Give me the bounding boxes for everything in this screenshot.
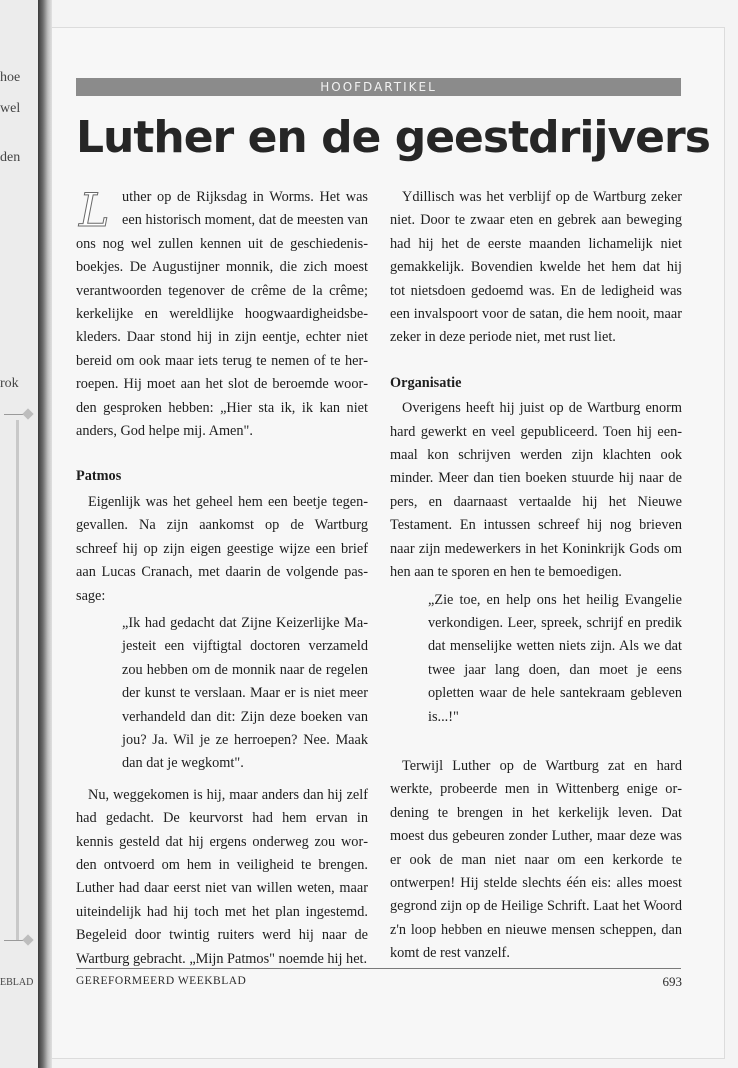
article-headline: Luther en de geestdrijvers [76,112,710,163]
luther-quote-cranach: „Ik had gedacht dat Zijne Keizerlijke Majesteit een vijftigtal doctoren verzameld zou hebben om de monnik naar de regelen der kunst te verslaan. Maar er is niet meer verhandeld dan dit: Zijn deze boeken van jou? Ja. Wil je ze herroepen? Nee. Maak dan dat je wegkomt". [122,614,368,772]
patmos-paragraph-1: Eigenlijk was het geheel hem een beetje tegengevallen. Na zijn aankomst op de Wartburg schreef hij op zijn eigen geestige wijze een brief aan Lucas Cranach, met daarin de volgende passage: [76,493,368,604]
section-label: HOOFDARTIKEL [76,78,681,96]
organisatie-paragraph-1: Overigens heeft hij juist op de Wartburg enorm hard gewerkt en veel gepubliceerd. Toen hij eenmaal kon schrijven werden zijn klachten ook minder. Meer dan tien boeken stuurde hij naar de pers, en daarnaast vertaalde hij het Nieuwe Testament. En intussen schreef hij nog brieven naar zijn medewerkers in het Koninkrijk Gods om hen aan te sporen en hen te bemoedigen. [390,400,682,581]
luther-quote-evangelie: „Zie toe, en help ons het heilig Evangelie verkondigen. Leer, spreek, schrijf en predik dat menselijke wetten niets zijn. Als we dat twee jaar lang doen, dan moet je eens opletten waar de hele santekraam gebleven is...!" [428,591,682,725]
intro-paragraph [76,186,368,443]
organisatie-paragraph-2: Terwijl Luther op de Wartburg zat en hard werkte, probeerde men in Wittenberg enige ordening te brengen in het kerkelijk leven. Dat moest dus gebeuren zonder Luther, maar deze was er ook de man niet naar om een kerkorde te ontwerpen! Hij stelde slechts één eis: alles moest gegrond zijn op de Heilige Schrift. Laat het Woord z'n loop hebben en nieuwe mensen scheppen, dan komt de rest vanzelf. [390,757,682,962]
facing-page-fragment: hoe [0,70,21,85]
svg-text:L: L [79,188,110,232]
facing-page-fragment: rok [0,376,19,391]
facing-page-fragment: wel [0,101,21,116]
intro-text: uther op de Rijksdag in Worms. Het was een historisch moment, dat de meesten van ons nog wel zullen kennen uit de geschiedenisboekjes. De Augustijner monnik, die zich moest verantwoorden tegenover de crême de la crême; kerkelijke en wereldlijke hoogwaardigheidsbekleders. Daar stond hij in zijn eentje, echter niet bereid om ook maar iets terug te nemen of te herroepen. Hij moet aan het slot de beroemde woorden gesproken hebben: „Hier sta ik, ik kan niet anders, God helpe mij. Amen". [76,189,368,440]
subheading-patmos: Patmos [76,468,122,485]
subheading-organisatie: Organisatie [390,374,462,391]
facing-page [0,0,38,1068]
article-column-right [390,186,682,966]
decorative-initial-l [76,188,118,232]
footer-rule [76,968,681,969]
publication-name: GEREFORMEERD WEEKBLAD [76,975,247,987]
book-spine-shadow [38,0,52,1068]
facing-page-ornament [22,408,33,419]
facing-page-fragment: den [0,150,21,165]
patmos-paragraph-2: Nu, weggekomen is hij, maar anders dan hij zelf had gedacht. De keurvorst had hem ervan in kennis gesteld dat hij ergens onderweg zou worden ontvoerd om hem in veiligheid te brengen. Luther had daar eerst niet van willen weten, maar uiteindelijk had hij toch met het plan ingestemd. Begeleid door twintig ruiters werd hij naar de Wartburg gebracht. „Mijn Patmos" noemde hij het. [76,786,368,967]
facing-page-footer-fragment: EBLAD [0,977,34,988]
page-number: 693 [662,974,682,989]
article-column-left [76,186,368,971]
wartburg-paragraph: Ydillisch was het verblijf op de Wartburg zeker niet. Door te zwaar eten en gebrek aan beweging had hij het de eerste maanden lichamelijk niet gemakkelijk. Bovendien kwelde het hem dat hij tot nietsdoen gedoemd was. En de ledigheid was een invalspoort voor de satan, die hem nooit, maar zeker in deze periode niet, met rust liet. [390,189,682,346]
facing-page-ornament [22,934,33,945]
facing-page-sidebar-rule [16,420,19,940]
